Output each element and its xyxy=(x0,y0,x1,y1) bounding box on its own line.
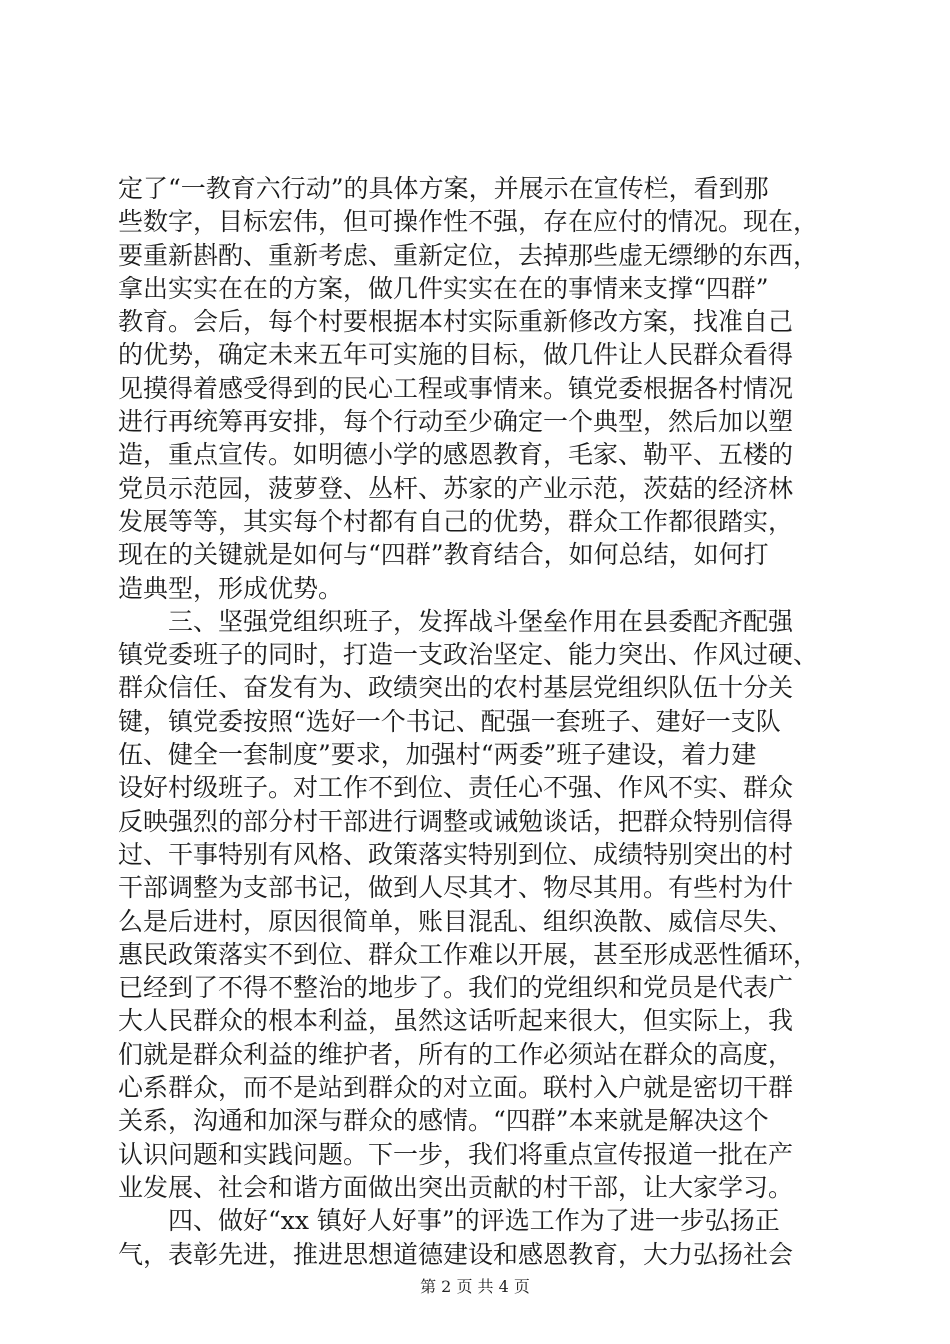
text-line: 教育。会后，每个村要根据本村实际重新修改方案，找准自己 xyxy=(118,307,794,337)
text-line: 键，镇党委按照“选好一个书记、配强一套班子、建好一支队 xyxy=(118,706,781,736)
text-line: 气，表彰先进，推进思想道德建设和感恩教育，大力弘扬社会 xyxy=(118,1239,794,1269)
text-line: 么是后进村，原因很简单，账目混乱、组织涣散、威信尽失、 xyxy=(118,906,794,936)
text-line: 群众信任、奋发有为、政绩突出的农村基层党组织队伍十分关 xyxy=(118,673,794,703)
text-line: 惠民政策落实不到位、群众工作难以开展，甚至形成恶性循环， xyxy=(118,939,819,969)
text-line: 定了“一教育六行动”的具体方案，并展示在宣传栏，看到那 xyxy=(118,174,769,203)
text-line: 镇党委班子的同时，打造一支政治坚定、能力突出、作风过硬、 xyxy=(118,640,819,670)
text-line: 已经到了不得不整治的地步了。我们的党组织和党员是代表广 xyxy=(118,973,794,1003)
text-line: 心系群众，而不是站到群众的对立面。联村入户就是密切干群 xyxy=(118,1073,794,1103)
text-line: 反映强烈的部分村干部进行调整或诫勉谈话，把群众特别信得 xyxy=(118,806,794,836)
text-line: 过、干事特别有风格、政策落实特别到位、成绩特别突出的村 xyxy=(118,839,794,869)
text-line: 见摸得着感受得到的民心工程或事情来。镇党委根据各村情况 xyxy=(118,373,794,403)
body-text xyxy=(118,172,838,1271)
text-line: 造，重点宣传。如明德小学的感恩教育，毛家、勒平、五楼的 xyxy=(118,440,794,470)
text-line: 们就是群众利益的维护者，所有的工作必须站在群众的高度， xyxy=(118,1039,794,1069)
text-line: 大人民群众的根本利益，虽然这话听起来很大，但实际上，我 xyxy=(118,1006,794,1036)
text-line: 党员示范园，菠萝登、丛杆、苏家的产业示范，茨菇的经济林 xyxy=(118,473,794,503)
text-line: 现在的关键就是如何与“四群”教育结合，如何总结，如何打 xyxy=(118,540,769,570)
text-line: 四、做好“xx 镇好人好事”的评选工作为了进一步弘扬正 xyxy=(168,1206,780,1236)
text-line: 业发展、社会和谐方面做出突出贡献的村干部，让大家学习。 xyxy=(118,1172,794,1202)
text-line: 认识问题和实践问题。下一步，我们将重点宣传报道一批在产 xyxy=(118,1139,794,1169)
page-footer: 第 2 页 共 4 页 xyxy=(420,1277,530,1296)
text-line: 关系，沟通和加深与群众的感情。“四群”本来就是解决这个 xyxy=(118,1106,769,1136)
text-line: 些数字，目标宏伟，但可操作性不强，存在应付的情况。现在， xyxy=(118,207,819,237)
text-line: 拿出实实在在的方案，做几件实实在在的事情来支撑“四群” xyxy=(118,273,769,303)
text-line: 三、坚强党组织班子，发挥战斗堡垒作用在县委配齐配强 xyxy=(168,606,794,636)
text-line: 进行再统筹再安排，每个行动至少确定一个典型，然后加以塑 xyxy=(118,407,794,437)
text-line: 要重新斟酌、重新考虑、重新定位，去掉那些虚无缥缈的东西， xyxy=(118,240,819,270)
text-line: 的优势，确定未来五年可实施的目标，做几件让人民群众看得 xyxy=(118,340,794,370)
text-line: 设好村级班子。对工作不到位、责任心不强、作风不实、群众 xyxy=(118,773,794,803)
text-line: 造典型，形成优势。 xyxy=(118,573,344,603)
text-line: 发展等等，其实每个村都有自己的优势，群众工作都很踏实， xyxy=(118,506,794,536)
text-line: 干部调整为支部书记，做到人尽其才、物尽其用。有些村为什 xyxy=(118,873,794,903)
text-line: 伍、健全一套制度”要求，加强村“两委”班子建设，着力建 xyxy=(118,740,757,770)
